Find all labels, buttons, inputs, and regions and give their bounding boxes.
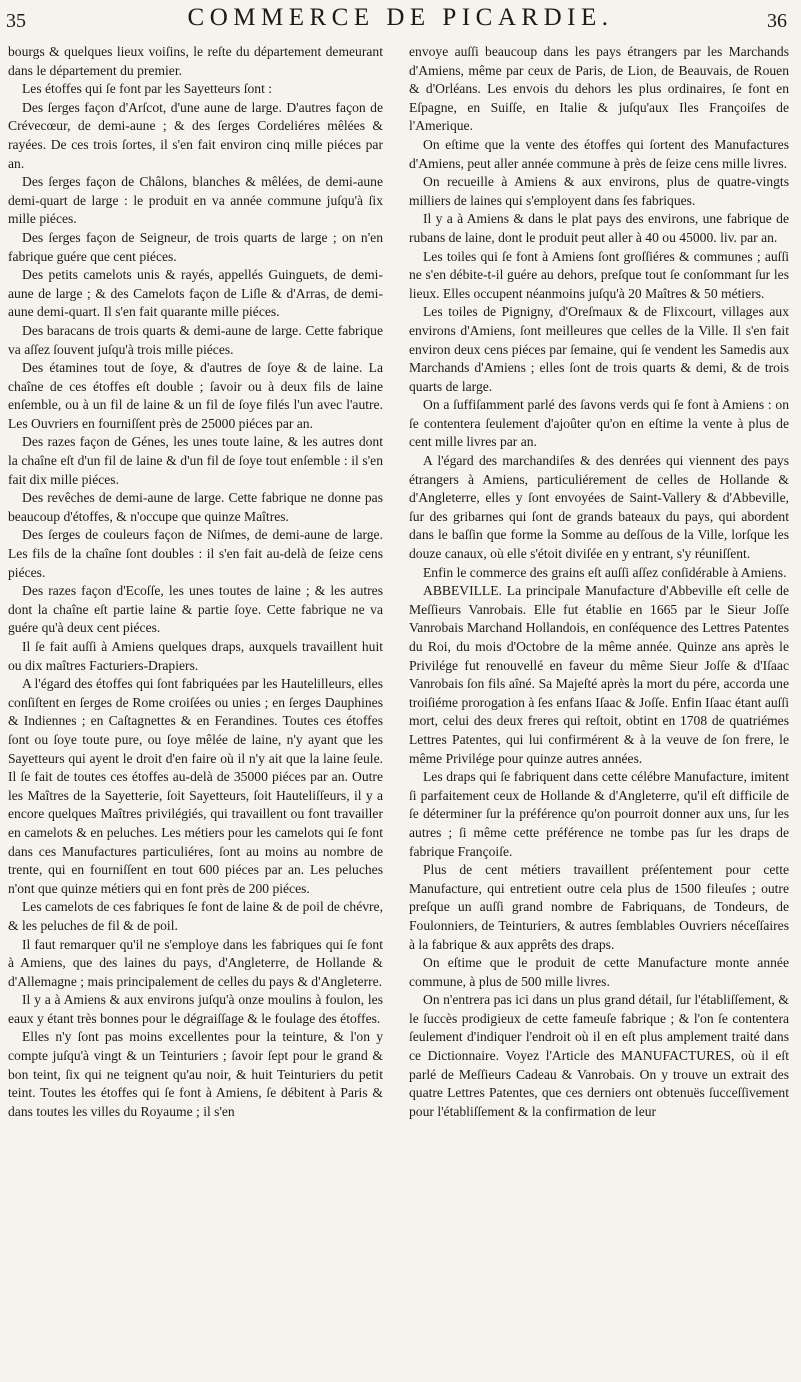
paragraph: Des ſerges de couleurs façon de Niſmes, de demi-aune de large. Les fils de la chaîne ſont doubles : il s'en fait au-delà de ſeize cens piéces. (8, 527, 383, 580)
page-number-right: 36 (767, 10, 787, 32)
right-column (409, 43, 789, 1121)
paragraph: envoye auſſi beaucoup dans les pays étrangers par les Marchands d'Amiens, même par ceux de Paris, de Lion, de Beauvais, de Rouen & d'Orléans. Les envois du dehors les plus ordinaires, ſe font en Eſpagne, en Suiſſe, en Italie & juſqu'aux Iles Françoiſes de l'Amerique. (409, 44, 789, 134)
paragraph: Il faut remarquer qu'il ne s'employe dans les fabriques qui ſe font à Amiens, que des laines du pays, d'Angleterre, de Hollande & d'Allemagne ; mais principalement de celles du pays & d'Angleterre. (8, 936, 383, 989)
paragraph: Il y a à Amiens & aux environs juſqu'à onze moulins à foulon, les eaux y étant très bonnes pour le dégraiſſage & le foulage des étoffes. (8, 992, 383, 1026)
paragraph: On recueille à Amiens & aux environs, plus de quatre-vingts milliers de laines qui s'employent dans ſes fabriques. (409, 174, 789, 208)
paragraph: Des revêches de demi-aune de large. Cette fabrique ne donne pas beaucoup d'étoffes, & n'occupe que quinze Maîtres. (8, 490, 383, 524)
paragraph: On a ſuffiſamment parlé des ſavons verds qui ſe font à Amiens : on ſe contentera ſeulement d'ajoûter qu'on en eſtime la vente à plus de cent mille livres par an. (409, 397, 789, 450)
paragraph: Des ſerges façon d'Arſcot, d'une aune de large. D'autres façon de Crévecœur, de demi-aune ; & des ſerges Cordeliéres mêlées & rayées. De ces trois ſortes, il s'en fait environ cinq mille piéces par an. (8, 99, 383, 171)
paragraph: Plus de cent métiers travaillent préſentement pour cette Manufacture, qui entretient outre cela plus de 1500 fileuſes ; outre preſque un auſſi grand nombre de Fabriquans, de Tondeurs, de Foulonniers, de Teinturiers, & autres ſemblables Ouvriers néceſſaires à la fabrique & aux apprêts des draps. (409, 862, 789, 952)
paragraph: Les étoffes qui ſe font par les Sayetteurs ſont : (22, 81, 273, 97)
paragraph: Des ſerges façon de Seigneur, de trois quarts de large ; on n'en fabrique guére que cent piéces. (8, 229, 383, 264)
paragraph: Elles n'y ſont pas moins excellentes pour la teinture, & l'on y compte juſqu'à vingt & un Teinturiers ; ſavoir ſept pour le grand & bon teint, ſix qui ne teignent qu'au noir, & huit Teinturiers du petit teint. Toutes les étoffes qui ſe font à Amiens, ſe débitent à Paris & dans toutes les villes du Royaume ; il s'en (8, 1029, 383, 1119)
left-column (8, 43, 383, 1121)
paragraph: On eſtime que le produit de cette Manufacture monte année commune, à plus de 500 mille livres. (409, 955, 789, 989)
page-number-left: 35 (6, 10, 26, 32)
paragraph: Il y a à Amiens & dans le plat pays des environs, une fabrique de rubans de laine, dont le produit peut aller à 40 ou 45000. liv. par an. (409, 211, 789, 245)
paragraph: bourgs & quelques lieux voiſins, le reſte du département demeurant dans le département du premier. (8, 44, 383, 78)
page-header (0, 0, 801, 40)
paragraph: Des ſerges façon de Châlons, blanches & mêlées, de demi-aune demi-quart de large : le produit en va année commune juſqu'à ſix mille piéces. (8, 174, 383, 227)
running-head: COMMERCE DE PICARDIE. (187, 4, 614, 31)
paragraph: On n'entrera pas ici dans un plus grand détail, ſur l'établiſſement, & le ſuccès prodigieux de cette fameuſe fabrique ; & l'on ſe contentera ſeulement d'indiquer l'endroit où il en eſt plus amplement traité dans ce Dictionnaire. Voyez l'Article des MANUFACTURES, où il eſt parlé de Meſſieurs Cadeau & Vanrobais. On y trouve un extrait des quatre Lettres Patentes, que ces derniers ont obtenuës ſucceſſivement pour l'établiſſement & la confirmation de leur (409, 992, 789, 1119)
paragraph: Les toiles de Pignigny, d'Oreſmaux & de Flixcourt, villages aux environs d'Amiens, ſont meilleures que celles de la Ville. Il s'en fait environ deux cens piéces par ſemaine, qui ſe vendent les Samedis aux Marchands d'Amiens ; elles ſont de trois quarts & demi, & de trois quarts de large. (409, 304, 789, 394)
paragraph: ABBEVILLE. La principale Manufacture d'Abbeville eſt celle de Meſſieurs Vanrobais. Elle fut établie en 1665 par le Sieur Joſſe Vanrobais Marchand Hollandois, en conſéquence des Lettres Patentes du Roi, du mois d'Octobre de la même année. Quinze ans après le Privilége fut renouvellé en faveur du même Sieur Joſſe & d'Iſaac Vanrobais ſon fils aîné. Sa Majeſté après la mort du pére, accorda une troiſiéme prorogation à ſes enfans Iſaac & Joſſe. Enfin Iſaac étant auſſi mort, celui des deux freres qui reſtoit, obtint en 1708 de quatriémes Lettres Patentes, qui lui confirmérent & à la veuve de ſon frere, le même Privilége pour quinze autres années. (409, 583, 789, 766)
paragraph: On eſtime que la vente des étoffes qui ſortent des Manufactures d'Amiens, peut aller année commune à près de ſeize cens mille livres. (409, 136, 789, 171)
paragraph: Enfin le commerce des grains eſt auſſi aſſez conſidérable à Amiens. (423, 564, 787, 580)
paragraph: Des razes façon d'Ecoſſe, les unes toutes de laine ; & les autres dont la chaîne eſt partie laine & partie ſoye. Cette fabrique ne va guére qu'à deux cent piéces. (8, 583, 383, 636)
paragraph: Des petits camelots unis & rayés, appellés Guinguets, de demi-aune de large ; & des Camelots façon de Liſle & d'Arras, de demi-aune demi-quart. Il s'en fait quarante mille piéces. (8, 267, 383, 320)
paragraph: Les camelots de ces fabriques ſe font de laine & de poil de chévre, & les peluches de fil & de poil. (8, 899, 383, 933)
paragraph: Les toiles qui ſe font à Amiens ſont groſſiéres & communes ; auſſi ne s'en débite-t-il guére au dehors, preſque tout ſe conſommant ſur les lieux. Elles occupent néanmoins juſqu'à 20 Maîtres & 50 métiers. (409, 248, 789, 301)
paragraph: A l'égard des marchandiſes & des denrées qui viennent des pays étrangers à Amiens, particuliérement de celles de Hollande & d'Angleterre, elles y ſont envoyées de Saint-Vallery & d'Abbeville, ſur des gribarnes qui ſont de grands bateaux du pays, qui abordent dans le baſſin que forme la Somme au deſſous de la Ville, lorſque les douze canaux, où elle s'étoit diviſée en y entrant, s'y réuniſſent. (409, 453, 789, 562)
paragraph: Des baracans de trois quarts & demi-aune de large. Cette fabrique va aſſez ſouvent juſqu'à trois mille piéces. (8, 322, 383, 357)
paragraph: Des razes façon de Génes, les unes toute laine, & les autres dont la chaîne eſt d'un fil de laine & d'un fil de ſoye tout enſemble : il s'en fait dix mille piéces. (8, 434, 383, 487)
paragraph: Il ſe fait auſſi à Amiens quelques draps, auxquels travaillent huit ou dix maîtres Facturiers-Drapiers. (8, 639, 383, 673)
paragraph: Les draps qui ſe fabriquent dans cette célébre Manufacture, imitent ſi parfaitement ceux de Hollande & d'Angleterre, qu'il eſt difficile de ſe déterminer ſur la préférence qu'on pourroit donner aux uns, ſur les autres ; ſi même cette préférence ne tombe pas ſur les draps de fabrique Françoiſe. (409, 769, 789, 859)
paragraph: A l'égard des étoffes qui ſont fabriquées par les Hautelilleurs, elles conſiſtent en ſerges de Rome croiſées ou unies ; en ſerges Dauphines & Indiennes ; en Caſtagnettes & en Ferandines. Toutes ces étoffes ſont ou ſoye toute pure, ou ſoye mêlée de laine, n'y ayant que les Sayetteurs qui ayent le droit d'en faire où il n'y ait que la laine ſeule. Il ſe fait de toutes ces étoffes au-delà de 35000 piéces par an. Outre les Maîtres de la Sayetterie, ſoit Sayetteurs, ſoit Hauteliſſeurs, il y a encore quelques Maîtres privilégiés, qui travaillent ou font travailler en camelots & en peluches. Les métiers pour les camelots qui ſe font dans ces Manufactures particuliéres, ſont au moins au nombre de trente, qui en fourniſſent en tout 600 piéces par an. Les peluches n'ont que quinze métiers qui en font près de 200 piéces. (8, 676, 383, 896)
paragraph: Des étamines tout de ſoye, & d'autres de ſoye & de laine. La chaîne de ces étoffes eſt double ; ſavoir ou à deux fils de laine enſemble, ou à un fil de laine & un fil de ſoye filés l'un avec l'autre. Les Ouvriers en fourniſſent près de 25000 piéces par an. (8, 360, 383, 431)
